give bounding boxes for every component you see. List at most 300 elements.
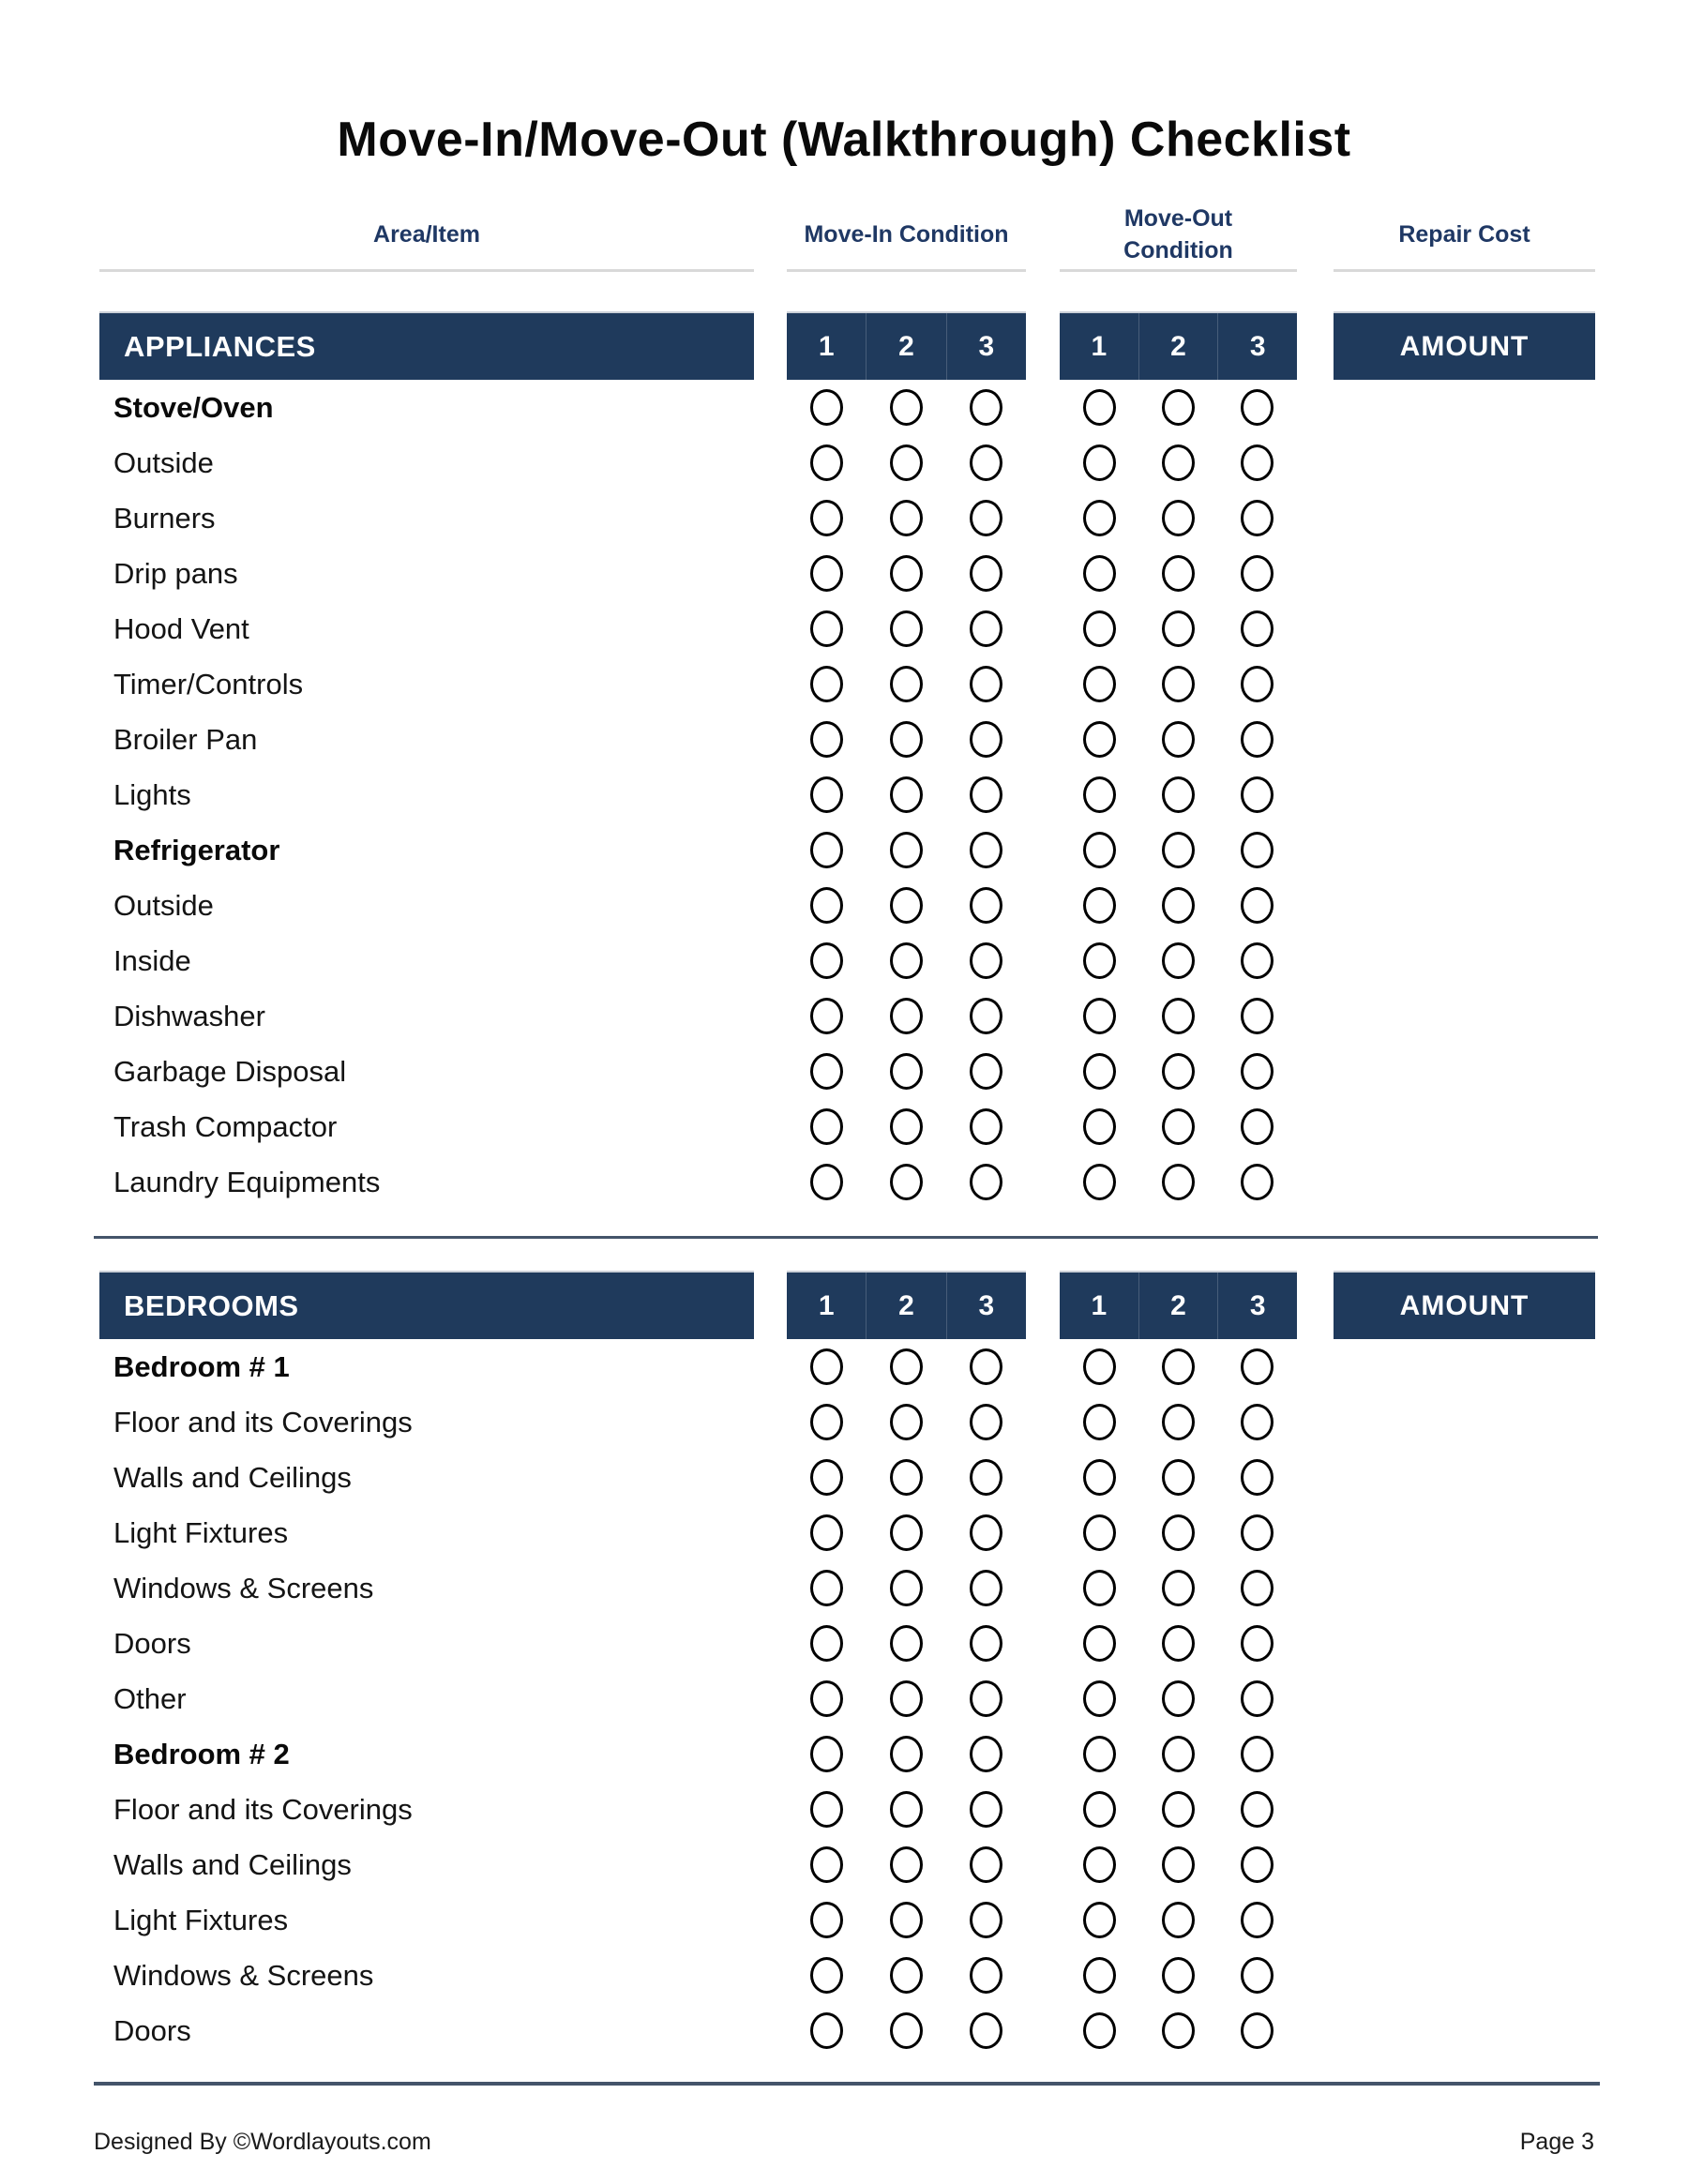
move-out-scale-header	[1060, 311, 1297, 380]
move-out-radio-group	[1060, 1560, 1297, 1616]
amount-cell	[1334, 1339, 1595, 1394]
move-in-radio-3[interactable]	[970, 666, 1002, 702]
move-in-radio-2[interactable]	[890, 721, 923, 758]
move-out-radio-1[interactable]	[1083, 500, 1116, 536]
move-in-radio-2[interactable]	[890, 1164, 923, 1200]
move-out-radio-1[interactable]	[1083, 2012, 1116, 2049]
move-out-radio-2[interactable]	[1162, 1957, 1195, 1994]
move-out-radio-2[interactable]	[1162, 444, 1195, 481]
section-header-bar	[99, 311, 754, 380]
move-out-radio-3[interactable]	[1241, 1164, 1274, 1200]
move-out-radio-3[interactable]	[1241, 555, 1274, 592]
move-in-radio-1[interactable]	[810, 2012, 843, 2049]
move-in-radio-group	[787, 1099, 1026, 1154]
move-in-radio-1[interactable]	[810, 1404, 843, 1440]
section-rows	[0, 380, 1688, 1210]
move-out-radio-group	[1060, 2003, 1297, 2058]
amount-cell	[1334, 601, 1595, 656]
move-in-radio-group	[787, 1782, 1026, 1837]
move-in-radio-3[interactable]	[970, 1680, 1002, 1717]
move-out-radio-1[interactable]	[1083, 389, 1116, 426]
move-in-radio-2[interactable]	[890, 1570, 923, 1606]
move-in-radio-1[interactable]	[810, 1164, 843, 1200]
move-in-radio-3[interactable]	[970, 1053, 1002, 1090]
move-in-radio-2[interactable]	[890, 1404, 923, 1440]
column-header-move-in-label: Move-In Condition	[804, 221, 1009, 248]
move-out-radio-1[interactable]	[1083, 1680, 1116, 1717]
move-out-radio-group	[1060, 1394, 1297, 1450]
move-in-radio-3[interactable]	[970, 887, 1002, 924]
scale-header-3: 3	[1217, 313, 1297, 380]
move-out-radio-group	[1060, 1726, 1297, 1782]
table-row	[0, 656, 1688, 712]
move-in-radio-group	[787, 1560, 1026, 1616]
move-out-radio-group	[1060, 1892, 1297, 1948]
move-in-radio-1[interactable]	[810, 1348, 843, 1385]
move-in-radio-1[interactable]	[810, 666, 843, 702]
amount-cell	[1334, 767, 1595, 822]
move-in-radio-group	[787, 767, 1026, 822]
move-out-radio-1[interactable]	[1083, 1791, 1116, 1828]
scale-header-1: 1	[1091, 1289, 1108, 1321]
row-label: Laundry Equipments	[113, 1165, 381, 1198]
row-label: Windows & Screens	[113, 1958, 374, 1992]
move-in-radio-group	[787, 1450, 1026, 1505]
move-in-radio-group	[787, 490, 1026, 546]
move-in-radio-3[interactable]	[970, 1348, 1002, 1385]
amount-cell	[1334, 933, 1595, 988]
move-out-radio-2[interactable]	[1162, 1404, 1195, 1440]
move-out-radio-2[interactable]	[1162, 1459, 1195, 1496]
move-out-radio-2[interactable]	[1162, 776, 1195, 813]
row-label: Trash Compactor	[113, 1109, 338, 1143]
table-row	[0, 712, 1688, 767]
move-out-radio-1[interactable]	[1083, 776, 1116, 813]
table-row	[0, 878, 1688, 933]
column-header-row	[0, 197, 1688, 272]
move-in-radio-group	[787, 435, 1026, 490]
move-out-radio-3[interactable]	[1241, 1846, 1274, 1883]
move-out-radio-3[interactable]	[1241, 942, 1274, 979]
row-label: Garbage Disposal	[113, 1054, 347, 1088]
move-in-radio-group	[787, 988, 1026, 1044]
row-label: Inside	[113, 943, 191, 977]
row-label: Drip pans	[113, 556, 238, 590]
move-out-radio-1[interactable]	[1083, 1404, 1116, 1440]
move-in-radio-1[interactable]	[810, 1625, 843, 1662]
move-out-radio-group	[1060, 656, 1297, 712]
move-in-radio-1[interactable]	[810, 1902, 843, 1938]
move-in-radio-2[interactable]	[890, 555, 923, 592]
move-out-radio-2[interactable]	[1162, 1680, 1195, 1717]
move-out-radio-1[interactable]	[1083, 1053, 1116, 1090]
move-out-radio-group	[1060, 1837, 1297, 1892]
table-row	[0, 490, 1688, 546]
move-out-radio-2[interactable]	[1162, 1846, 1195, 1883]
table-row	[0, 1837, 1688, 1892]
move-in-radio-2[interactable]	[890, 1736, 923, 1772]
row-label: Refrigerator	[113, 833, 280, 866]
move-out-radio-3[interactable]	[1241, 610, 1274, 647]
move-out-radio-1[interactable]	[1083, 1570, 1116, 1606]
row-label: Windows & Screens	[113, 1571, 374, 1604]
move-out-radio-3[interactable]	[1241, 1570, 1274, 1606]
move-in-radio-3[interactable]	[970, 389, 1002, 426]
move-in-radio-group	[787, 878, 1026, 933]
row-label: Light Fixtures	[113, 1515, 289, 1549]
amount-cell	[1334, 380, 1595, 435]
move-in-radio-group	[787, 1837, 1026, 1892]
row-label: Walls and Ceilings	[113, 1847, 352, 1881]
move-out-radio-1[interactable]	[1083, 1514, 1116, 1551]
scale-header-3: 3	[1217, 1273, 1297, 1339]
move-out-radio-1[interactable]	[1083, 1164, 1116, 1200]
move-in-radio-2[interactable]	[890, 666, 923, 702]
move-in-radio-group	[787, 933, 1026, 988]
move-in-radio-group	[787, 1505, 1026, 1560]
move-out-radio-3[interactable]	[1241, 887, 1274, 924]
move-out-radio-1[interactable]	[1083, 1108, 1116, 1145]
amount-cell	[1334, 1892, 1595, 1948]
move-out-radio-2[interactable]	[1162, 1348, 1195, 1385]
move-out-radio-2[interactable]	[1162, 998, 1195, 1034]
move-in-radio-2[interactable]	[890, 942, 923, 979]
move-out-radio-3[interactable]	[1241, 1053, 1274, 1090]
move-out-radio-1[interactable]	[1083, 1846, 1116, 1883]
move-out-radio-group	[1060, 1782, 1297, 1837]
move-out-radio-1[interactable]	[1083, 832, 1116, 868]
page-title: Move-In/Move-Out (Walkthrough) Checklist	[337, 113, 1351, 167]
move-in-radio-1[interactable]	[810, 500, 843, 536]
section-title: APPLIANCES	[124, 329, 316, 363]
move-out-radio-2[interactable]	[1162, 2012, 1195, 2049]
move-out-radio-3[interactable]	[1241, 500, 1274, 536]
move-in-radio-3[interactable]	[970, 1459, 1002, 1496]
section-rows	[0, 1339, 1688, 2058]
move-out-radio-1[interactable]	[1083, 1902, 1116, 1938]
move-in-radio-2[interactable]	[890, 1957, 923, 1994]
move-out-radio-3[interactable]	[1241, 832, 1274, 868]
move-in-radio-3[interactable]	[970, 1791, 1002, 1828]
table-row	[0, 933, 1688, 988]
move-out-radio-2[interactable]	[1162, 721, 1195, 758]
move-in-radio-2[interactable]	[890, 1625, 923, 1662]
table-row	[0, 2003, 1688, 2058]
section-appliances	[0, 311, 1688, 1210]
amount-cell	[1334, 1505, 1595, 1560]
amount-cell	[1334, 1782, 1595, 1837]
move-in-radio-3[interactable]	[970, 942, 1002, 979]
scale-header-2: 2	[1138, 1273, 1218, 1339]
scale-header-1: 1	[1091, 330, 1108, 362]
table-row	[0, 1726, 1688, 1782]
move-in-radio-3[interactable]	[970, 2012, 1002, 2049]
move-in-radio-group	[787, 822, 1026, 878]
move-out-radio-3[interactable]	[1241, 1348, 1274, 1385]
move-in-radio-2[interactable]	[890, 1902, 923, 1938]
move-in-radio-2[interactable]	[890, 887, 923, 924]
move-out-radio-group	[1060, 1616, 1297, 1671]
spacer	[0, 1239, 1688, 1271]
move-out-radio-3[interactable]	[1241, 1625, 1274, 1662]
move-in-radio-2[interactable]	[890, 1514, 923, 1551]
move-in-radio-2[interactable]	[890, 1680, 923, 1717]
move-in-radio-2[interactable]	[890, 776, 923, 813]
move-in-radio-3[interactable]	[970, 610, 1002, 647]
amount-cell	[1334, 435, 1595, 490]
table-row	[0, 988, 1688, 1044]
move-in-radio-1[interactable]	[810, 389, 843, 426]
move-in-radio-1[interactable]	[810, 776, 843, 813]
move-out-radio-2[interactable]	[1162, 389, 1195, 426]
move-in-radio-3[interactable]	[970, 998, 1002, 1034]
move-out-radio-2[interactable]	[1162, 666, 1195, 702]
move-in-radio-1[interactable]	[810, 444, 843, 481]
move-in-radio-1[interactable]	[810, 1053, 843, 1090]
move-out-radio-2[interactable]	[1162, 942, 1195, 979]
move-out-radio-1[interactable]	[1083, 610, 1116, 647]
move-in-radio-group	[787, 1726, 1026, 1782]
move-in-radio-3[interactable]	[970, 1902, 1002, 1938]
amount-cell	[1334, 878, 1595, 933]
move-out-radio-1[interactable]	[1083, 721, 1116, 758]
move-out-radio-1[interactable]	[1083, 1625, 1116, 1662]
row-label: Stove/Oven	[113, 390, 274, 424]
move-in-radio-2[interactable]	[890, 2012, 923, 2049]
move-out-radio-3[interactable]	[1241, 721, 1274, 758]
move-in-radio-1[interactable]	[810, 1108, 843, 1145]
scale-header-1: 1	[818, 1289, 835, 1321]
move-in-radio-3[interactable]	[970, 832, 1002, 868]
move-in-radio-3[interactable]	[970, 1957, 1002, 1994]
move-in-radio-group	[787, 1154, 1026, 1210]
move-out-radio-1[interactable]	[1083, 1957, 1116, 1994]
move-out-radio-1[interactable]	[1083, 444, 1116, 481]
row-label: Outside	[113, 445, 214, 479]
move-out-radio-2[interactable]	[1162, 1108, 1195, 1145]
move-in-radio-3[interactable]	[970, 721, 1002, 758]
move-in-radio-group	[787, 1671, 1026, 1726]
move-in-radio-1[interactable]	[810, 1680, 843, 1717]
move-in-radio-2[interactable]	[890, 389, 923, 426]
amount-cell	[1334, 822, 1595, 878]
amount-cell	[1334, 1154, 1595, 1210]
table-row	[0, 1044, 1688, 1099]
move-in-radio-3[interactable]	[970, 1164, 1002, 1200]
move-in-radio-2[interactable]	[890, 444, 923, 481]
row-label: Doors	[113, 1626, 191, 1660]
scale-header-2: 2	[866, 313, 945, 380]
move-in-radio-2[interactable]	[890, 1846, 923, 1883]
amount-header	[1334, 311, 1595, 380]
table-row	[0, 601, 1688, 656]
move-out-radio-2[interactable]	[1162, 500, 1195, 536]
move-out-scale-header	[1060, 1271, 1297, 1339]
scale-header-2: 2	[1138, 313, 1218, 380]
move-in-radio-3[interactable]	[970, 1846, 1002, 1883]
table-row	[0, 1339, 1688, 1394]
move-out-radio-group	[1060, 767, 1297, 822]
row-label: Light Fixtures	[113, 1903, 289, 1936]
move-out-radio-3[interactable]	[1241, 389, 1274, 426]
move-out-radio-2[interactable]	[1162, 1053, 1195, 1090]
move-in-radio-3[interactable]	[970, 500, 1002, 536]
move-out-radio-3[interactable]	[1241, 1514, 1274, 1551]
move-in-radio-group	[787, 656, 1026, 712]
move-out-radio-3[interactable]	[1241, 1404, 1274, 1440]
column-header-move-out-label: Move-Out Condition	[1123, 205, 1233, 264]
section-bedrooms	[0, 1271, 1688, 2058]
move-in-radio-3[interactable]	[970, 444, 1002, 481]
move-in-radio-2[interactable]	[890, 1459, 923, 1496]
table-row	[0, 822, 1688, 878]
move-in-radio-group	[787, 2003, 1026, 2058]
move-in-radio-1[interactable]	[810, 1736, 843, 1772]
move-out-radio-group	[1060, 712, 1297, 767]
move-out-radio-1[interactable]	[1083, 666, 1116, 702]
move-in-radio-1[interactable]	[810, 942, 843, 979]
move-out-radio-3[interactable]	[1241, 444, 1274, 481]
amount-cell	[1334, 1616, 1595, 1671]
move-in-radio-3[interactable]	[970, 1625, 1002, 1662]
move-in-radio-2[interactable]	[890, 500, 923, 536]
move-out-radio-2[interactable]	[1162, 832, 1195, 868]
row-label: Hood Vent	[113, 611, 249, 645]
table-row	[0, 1948, 1688, 2003]
move-in-radio-1[interactable]	[810, 610, 843, 647]
table-row	[0, 1505, 1688, 1560]
move-out-radio-3[interactable]	[1241, 1957, 1274, 1994]
move-in-radio-group	[787, 546, 1026, 601]
move-out-radio-3[interactable]	[1241, 1736, 1274, 1772]
move-out-radio-group	[1060, 601, 1297, 656]
move-in-radio-2[interactable]	[890, 1053, 923, 1090]
move-out-radio-3[interactable]	[1241, 1459, 1274, 1496]
table-row	[0, 380, 1688, 435]
move-out-radio-3[interactable]	[1241, 2012, 1274, 2049]
move-in-radio-2[interactable]	[890, 998, 923, 1034]
move-out-radio-2[interactable]	[1162, 555, 1195, 592]
amount-cell	[1334, 2003, 1595, 2058]
move-out-radio-2[interactable]	[1162, 1791, 1195, 1828]
move-in-radio-1[interactable]	[810, 1846, 843, 1883]
amount-cell	[1334, 1560, 1595, 1616]
move-in-radio-3[interactable]	[970, 776, 1002, 813]
move-in-radio-2[interactable]	[890, 1791, 923, 1828]
row-label: Broiler Pan	[113, 722, 258, 756]
move-out-radio-1[interactable]	[1083, 1459, 1116, 1496]
move-in-radio-2[interactable]	[890, 832, 923, 868]
move-out-radio-2[interactable]	[1162, 1902, 1195, 1938]
row-label: Dishwasher	[113, 999, 265, 1032]
move-in-radio-1[interactable]	[810, 555, 843, 592]
table-row	[0, 1616, 1688, 1671]
move-out-radio-3[interactable]	[1241, 1902, 1274, 1938]
move-out-radio-group	[1060, 435, 1297, 490]
move-in-radio-3[interactable]	[970, 1570, 1002, 1606]
table-row	[0, 1450, 1688, 1505]
move-out-radio-3[interactable]	[1241, 666, 1274, 702]
move-in-radio-3[interactable]	[970, 555, 1002, 592]
amount-cell	[1334, 1450, 1595, 1505]
table-row	[0, 1671, 1688, 1726]
move-out-radio-group	[1060, 1099, 1297, 1154]
move-in-radio-group	[787, 1892, 1026, 1948]
table-row	[0, 1892, 1688, 1948]
move-out-radio-1[interactable]	[1083, 1348, 1116, 1385]
amount-header-label: AMOUNT	[1399, 330, 1530, 362]
row-label: Bedroom # 2	[113, 1737, 290, 1770]
move-in-radio-1[interactable]	[810, 721, 843, 758]
move-out-radio-2[interactable]	[1162, 1625, 1195, 1662]
move-in-radio-3[interactable]	[970, 1736, 1002, 1772]
move-out-radio-group	[1060, 822, 1297, 878]
move-in-radio-2[interactable]	[890, 610, 923, 647]
amount-cell	[1334, 712, 1595, 767]
move-in-radio-group	[787, 1394, 1026, 1450]
move-in-radio-3[interactable]	[970, 1404, 1002, 1440]
move-out-radio-3[interactable]	[1241, 998, 1274, 1034]
row-label: Floor and its Coverings	[113, 1792, 413, 1826]
move-in-radio-1[interactable]	[810, 998, 843, 1034]
move-out-radio-3[interactable]	[1241, 1791, 1274, 1828]
move-in-radio-1[interactable]	[810, 1791, 843, 1828]
move-in-radio-3[interactable]	[970, 1108, 1002, 1145]
move-out-radio-1[interactable]	[1083, 555, 1116, 592]
move-out-radio-1[interactable]	[1083, 942, 1116, 979]
move-out-radio-2[interactable]	[1162, 1164, 1195, 1200]
scale-header-1: 1	[818, 330, 835, 362]
move-out-radio-2[interactable]	[1162, 1570, 1195, 1606]
move-out-radio-group	[1060, 546, 1297, 601]
move-in-radio-1[interactable]	[810, 887, 843, 924]
move-in-radio-group	[787, 601, 1026, 656]
column-header-move-out-condition	[1060, 197, 1297, 272]
table-row	[0, 1560, 1688, 1616]
amount-cell	[1334, 1671, 1595, 1726]
amount-cell	[1334, 988, 1595, 1044]
move-out-radio-3[interactable]	[1241, 1680, 1274, 1717]
move-out-radio-1[interactable]	[1083, 887, 1116, 924]
row-label: Doors	[113, 2013, 191, 2047]
table-row	[0, 435, 1688, 490]
move-in-radio-3[interactable]	[970, 1514, 1002, 1551]
move-out-radio-1[interactable]	[1083, 1736, 1116, 1772]
move-in-radio-2[interactable]	[890, 1348, 923, 1385]
move-in-radio-1[interactable]	[810, 1459, 843, 1496]
section-title: BEDROOMS	[124, 1288, 299, 1322]
move-in-radio-1[interactable]	[810, 832, 843, 868]
move-out-radio-2[interactable]	[1162, 1514, 1195, 1551]
move-out-radio-3[interactable]	[1241, 776, 1274, 813]
move-out-radio-2[interactable]	[1162, 1736, 1195, 1772]
move-in-radio-2[interactable]	[890, 1108, 923, 1145]
section-header-bar	[99, 1271, 754, 1339]
move-in-radio-1[interactable]	[810, 1514, 843, 1551]
move-out-radio-2[interactable]	[1162, 887, 1195, 924]
amount-cell	[1334, 1948, 1595, 2003]
move-out-radio-2[interactable]	[1162, 610, 1195, 647]
move-in-radio-1[interactable]	[810, 1957, 843, 1994]
move-out-radio-3[interactable]	[1241, 1108, 1274, 1145]
row-label: Floor and its Coverings	[113, 1405, 413, 1438]
move-in-radio-1[interactable]	[810, 1570, 843, 1606]
amount-header-label: AMOUNT	[1399, 1289, 1530, 1321]
scale-header-3: 3	[946, 313, 1026, 380]
move-out-radio-group	[1060, 878, 1297, 933]
move-out-radio-1[interactable]	[1083, 998, 1116, 1034]
column-header-move-in-condition	[787, 197, 1026, 272]
